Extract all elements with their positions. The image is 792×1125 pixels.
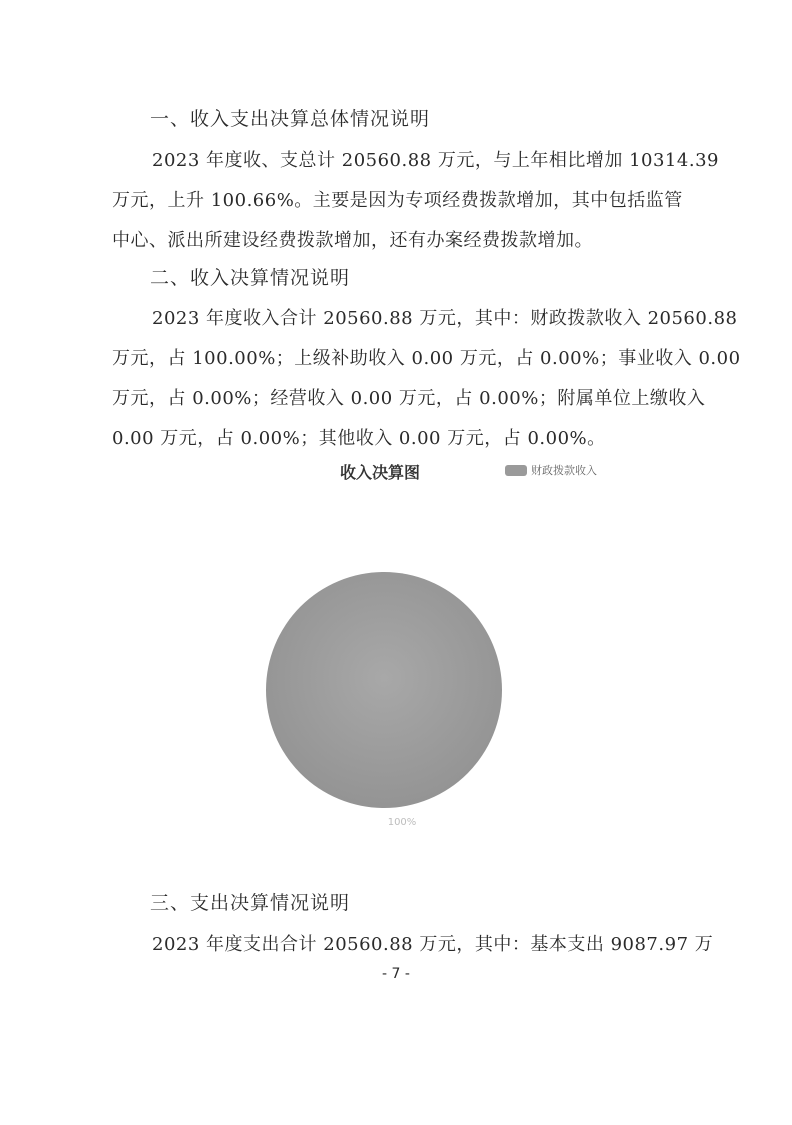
section-2-line-1: 2023 年度收入合计 20560.88 万元，其中：财政拨款收入 20560.88 [152,308,738,329]
section-1-line-3: 中心、派出所建设经费拨款增加，还有办案经费拨款增加。 [112,230,593,251]
pie-data-label: 100% [387,817,417,828]
section-2-line-2: 万元，占 100.00%；上级补助收入 0.00 万元，占 0.00%；事业收入 0.00 [112,348,741,369]
section-2-heading: 二、收入决算情况说明 [150,267,351,289]
section-2-line-4: 0.00 万元，占 0.00%；其他收入 0.00 万元，占 0.00%。 [112,428,606,449]
chart-title: 收入决算图 [340,463,421,482]
chart-legend [505,462,597,478]
section-1-heading: 一、收入支出决算总体情况说明 [150,108,431,130]
section-3-line-1: 2023 年度支出合计 20560.88 万元，其中：基本支出 9087.97 万 [152,934,714,955]
section-1-line-2: 万元，上升 100.66%。主要是因为专项经费拨款增加，其中包括监管 [112,190,683,211]
section-3-heading: 三、支出决算情况说明 [150,892,351,914]
pie-slice-0 [266,572,502,808]
section-2-line-3: 万元，占 0.00%；经营收入 0.00 万元，占 0.00%；附属单位上缴收入 [112,388,706,409]
page-number: - 7 - [382,966,410,982]
legend-swatch [505,465,527,476]
section-1-line-1: 2023 年度收、支总计 20560.88 万元，与上年相比增加 10314.39 [152,150,719,171]
legend-label: 财政拨款收入 [531,464,597,477]
pie-canvas [0,450,792,830]
income-pie-chart [0,450,792,830]
